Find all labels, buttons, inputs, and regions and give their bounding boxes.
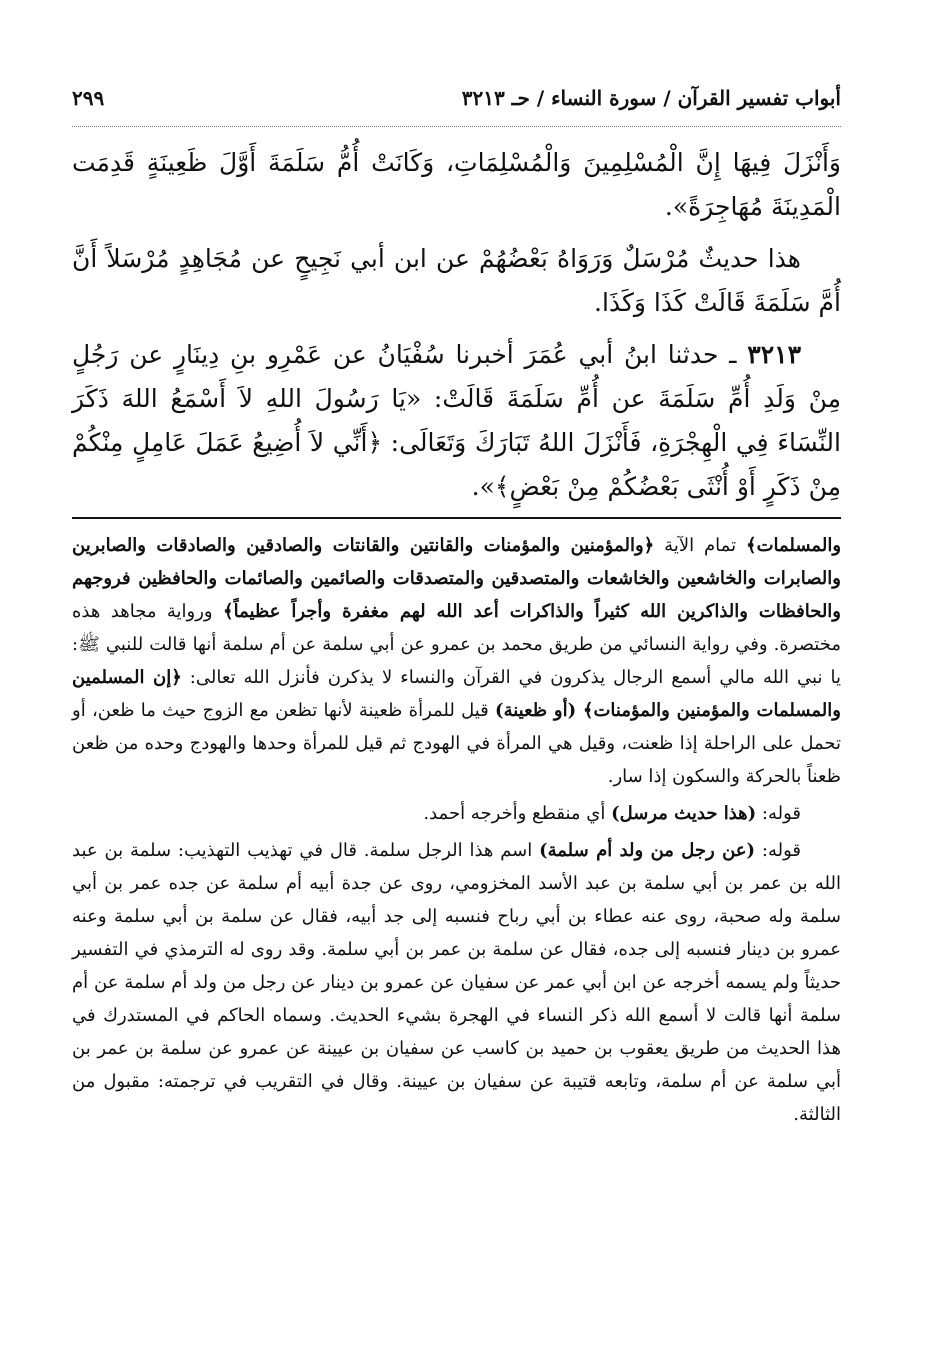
commentary-paragraph-2: [72, 797, 841, 830]
hadith-3-text: ـ حدثنا ابنُ أبي عُمَرَ أخبرنا سُفْيَانُ عن عَمْرِو بنِ دِينَارٍ عن رَجُلٍ مِنْ وَلَدِ أُمِّ سَلَمَةَ عن أُمِّ سَلَمَةَ قَالَتْ: «يَا رَسُولَ اللهِ لاَ أَسْمَعُ اللهَ ذَكَرَ النِّسَاءَ فِي الْهِجْرَةِ، فَأَنْزَلَ اللهُ تَبَارَكَ وَتَعَالَى: ﴿أَنِّي لاَ أُضِيعُ عَمَلَ عَامِلٍ مِنْكُمْ مِنْ ذَكَرٍ أَوْ أُنْثَى بَعْضُكُمْ مِنْ بَعْضٍ﴾».: [72, 340, 841, 501]
page-number: ٢٩٩: [72, 86, 105, 110]
hadith-number: ٣٢١٣: [747, 340, 801, 369]
footnote-divider: [72, 517, 841, 519]
note-1-b: ورواية مجاهد هذه مختصرة. وفي رواية النسائي من طريق محمد بن عمرو عن أبي سلمة عن أم سلمة أنها قالت للنبي ﷺ: يا نبي الله مالي أسمع الرجال يذكرون في القرآن والنساء لا يذكرن فأنزل الله تعالى:: [72, 601, 842, 688]
hadith-paragraph-1: وَأَنْزَلَ فِيهَا إِنَّ الْمُسْلِمِينَ وَالْمُسْلِمَاتِ، وَكَانَتْ أُمُّ سَلَمَةَ أَوَّلَ ظَعِينَةٍ قَدِمَت الْمَدِينَةَ مُهَاجِرَةً».: [72, 148, 841, 221]
note-1-bold: والمسلمات﴾: [746, 535, 842, 556]
note-1-a: تمام الآية: [654, 535, 747, 556]
commentary: [72, 529, 841, 1131]
note-3-b: اسم هذا الرجل سلمة. قال في تهذيب التهذيب: سلمة بن عبد الله بن عمر بن أبي سلمة بن عبد الأسد المخزومي، روى عن جدة أبيه أم سلمة عن جده عمر بن أبي سلمة وله صحبة، روى عنه عطاء بن أبي رباح فنسبه إلى جد أبيه، فقال عن سلمة بن أبي سلمة وعنه عمرو بن دينار فنسبه إلى جده، فقال عن سلمة بن عمر بن أبي سلمة. وقد روى له الترمذي في التفسير حديثاً ولم يسمه أخرجه عن ابن أبي عمر عن سفيان عن عمرو بن دينار عن رجل من ولد أم سلمة عن أم سلمة أنها قالت لا أسمع الله ذكر النساء في الهجرة بشيء الحديث. وسماه الحاكم في المستدرك في هذا الحديث من طريق يعقوب بن حميد بن كاسب عن سفيان بن عيينة عن عمرو عن سلمة بن عمر بن أبي سلمة عن أم سلمة، وتابعه قتيبة عن سفيان بن عيينة. وقال في التقريب في ترجمته: مقبول من الثالثة.: [72, 840, 841, 1125]
note-3-bold: (عن رجل من ولد أم سلمة): [539, 840, 756, 861]
commentary-paragraph-3: [72, 834, 841, 1131]
note-1-c: قيل للمرأة ظعينة لأنها تظعن مع الزوج حيث ما ظعن، أو تحمل على الراحلة إذا ظعنت، وقيل هي المرأة في الهودج ثم قيل للمرأة وحدها والهودج وحده من ظعن ظعناً بالحركة والسكون إذا سار.: [72, 700, 841, 787]
hadith-paragraph-3: [72, 333, 841, 509]
note-3-a: قوله:: [755, 840, 801, 861]
note-1-verse: ﴿والمؤمنين والمؤمنات والقانتين والقانتات والصادقين والصادقات والصابرين والصابرات والخاشعين والخاشعات والمتصدقين والمتصدقات والصائمين والصائمات والحافظين فروجهم والحافظات والذاكرين الله كثيراً والذاكرات أعد الله لهم مغفرة وأجراً عظيماً﴾: [72, 535, 841, 622]
hadith-text: [72, 141, 841, 509]
commentary-paragraph-1: [72, 529, 841, 793]
hadith-paragraph-2: هذا حديثٌ مُرْسَلٌ وَرَوَاهُ بَعْضُهُمْ عن ابن أبي نَجِيحٍ عن مُجَاهِدٍ مُرْسَلاً أَنَّ أُمَّ سَلَمَةَ قَالَتْ كَذَا وَكَذَا.: [72, 244, 841, 317]
note-2-b: أي منقطع وأخرجه أحمد.: [423, 803, 612, 824]
running-title: أبواب تفسير القرآن / سورة النساء / حـ ٣٢١٣: [461, 86, 841, 110]
note-2-a: قوله:: [756, 803, 801, 824]
note-2-bold: (هذا حديث مرسل): [611, 803, 757, 824]
running-header: [72, 86, 841, 127]
note-1-verse-2: ﴿إن المسلمين والمسلمات والمؤمنين والمؤمنات﴾ (أو ظعينة): [72, 667, 841, 721]
